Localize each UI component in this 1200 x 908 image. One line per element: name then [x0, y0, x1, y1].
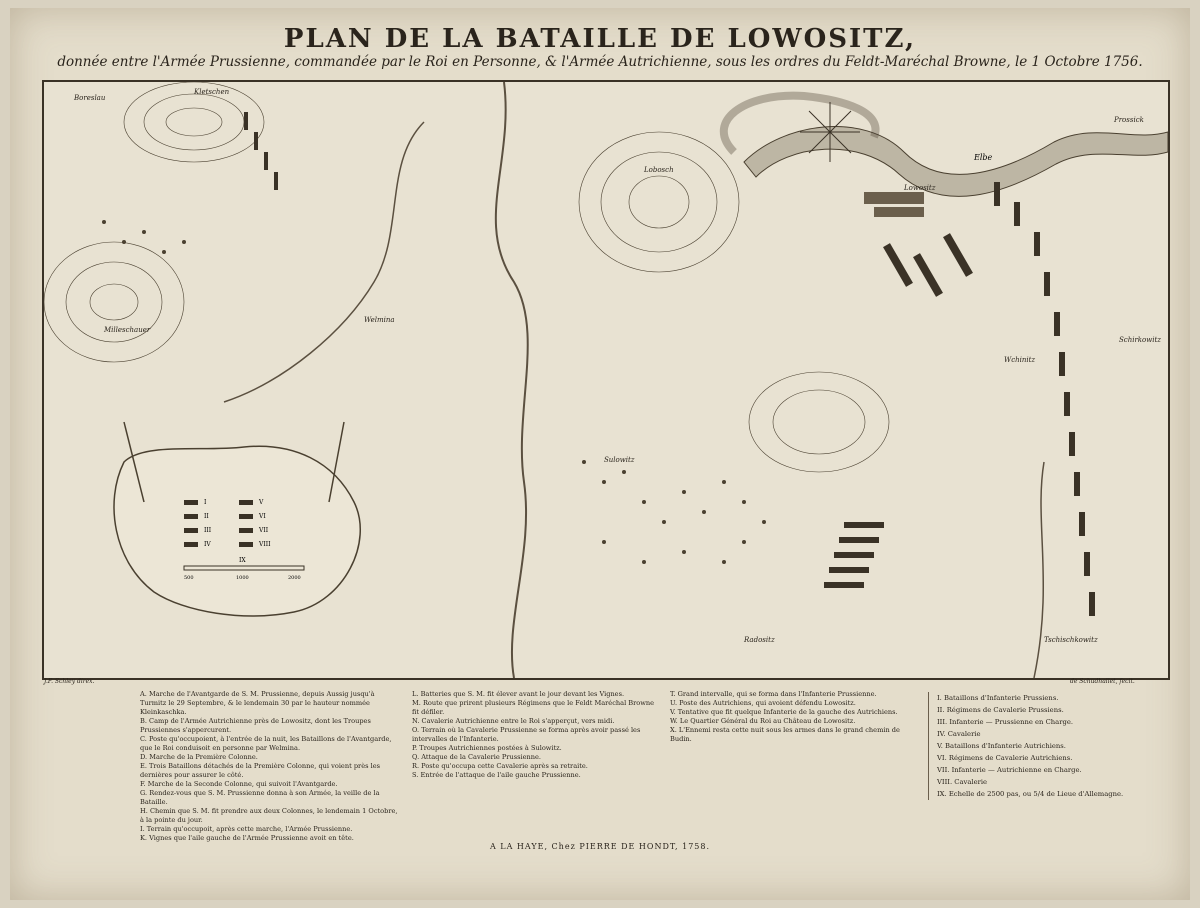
key-entry: VIII. Cavalerie: [937, 778, 988, 786]
legend-entry: W. Le Quartier Général du Roi au Château de Lowositz.: [670, 717, 856, 725]
scale-label: 2000: [288, 575, 301, 581]
scale-label: 1000: [236, 575, 249, 581]
legend-entry: M. Route que prirent plusieurs Régimens que le Feldt Maréchal Browne fit défiler.: [412, 699, 655, 716]
map-subtitle: donnée entre l'Armée Prussienne, commandée par le Roi en Personne, & l'Armée Autrichienne, sous les ordres du Feldt-Maréchal Browne, le 1 Octobre 1756.: [57, 54, 1143, 70]
legend-entry: C. Poste qu'occupoient, à l'entrée de la nuit, les Bataillons de l'Avantgarde, que le Roi conduisoit en personne par Welmina.: [140, 735, 392, 752]
legend-entry: Q. Attaque de la Cavalerie Prussienne.: [412, 753, 541, 761]
key-entry: V. Bataillons d'Infanterie Autrichiens.: [937, 742, 1066, 750]
place-label: Schirkowitz: [1119, 336, 1161, 344]
cartouche-label: II: [204, 513, 209, 520]
legend-column-1: [140, 690, 402, 843]
cartouche-label: III: [204, 527, 212, 534]
legend-entry: F. Marche de la Seconde Colonne, qui suivoit l'Avantgarde.: [140, 780, 338, 788]
austrian-lines: [883, 182, 1095, 616]
symbol-key: [928, 692, 1177, 800]
stream-model: [496, 82, 528, 678]
engraver-signature: J.F. Schley direx.: [44, 678, 95, 685]
legend-entry: A. Marche de l'Avantgarde de S. M. Prussienne, depuis Aussig jusqu'à Turmitz le 29 Septembre, & le lendemain 30 par le hauteur nommée Kleinkaschka.: [140, 690, 375, 716]
place-label: Boreslau: [74, 94, 106, 102]
cartouche-label: VI: [259, 513, 266, 520]
place-label: Welmina: [364, 316, 395, 324]
legend-entry: V. Tentative que fit quelque Infanterie de la gauche des Autrichiens.: [670, 708, 898, 716]
map-sheet: [10, 8, 1190, 900]
artist-signature: de Schudhallet, fecit.: [1070, 678, 1135, 685]
cartouche-label: VII: [259, 527, 269, 534]
elbe-river: [744, 127, 1168, 197]
cartouche-label: IV: [204, 541, 211, 548]
cartouche-label: IX: [239, 557, 246, 564]
legend-entry: X. L'Ennemi resta cette nuit sous les armes dans le grand chemin de Budin.: [670, 726, 900, 743]
town-lowositz: [864, 192, 924, 217]
stream-east: [1034, 462, 1044, 678]
legend-column-3: [670, 690, 918, 744]
legend-entry: K. Vignes que l'aile gauche de l'Armée Prussienne avoit en tête.: [140, 834, 354, 842]
key-entry: VI. Régimens de Cavalerie Autrichiens.: [937, 754, 1073, 762]
publisher-imprint: A LA HAYE, Chez PIERRE DE HONDT, 1758.: [489, 842, 711, 851]
legend-entry: U. Poste des Autrichiens, qui avoient défendu Lowositz.: [670, 699, 856, 707]
legend-cartouche: [114, 422, 360, 616]
stream-west: [224, 122, 424, 402]
legend-entry: B. Camp de l'Armée Autrichienne près de Lowositz, dont les Troupes Prussiennes s'appercurent.: [140, 717, 371, 734]
map-title: PLAN DE LA BATAILLE DE LOWOSITZ,: [283, 24, 917, 54]
legend-entry: L. Batteries que S. M. fit élever avant le jour devant les Vignes.: [412, 690, 625, 698]
legend-entry: I. Terrain qu'occupoit, après cette marche, l'Armée Prussienne.: [140, 825, 353, 833]
key-entry: IV. Cavalerie: [937, 730, 981, 738]
cartouche-label: V: [259, 499, 264, 506]
cartouche-label: I: [204, 499, 207, 506]
legend-entry: N. Cavalerie Autrichienne entre le Roi s'apperçut, vers midi.: [412, 717, 615, 725]
compass-rose: [800, 102, 860, 162]
place-label: Wchinitz: [1004, 356, 1036, 364]
key-entry: I. Bataillons d'Infanterie Prussiens.: [937, 694, 1059, 702]
legend-entry: D. Marche de la Première Colonne.: [140, 753, 258, 761]
legend-column-2: [412, 690, 662, 780]
river-label: Elbe: [974, 153, 993, 162]
legend-entry: T. Grand intervalle, qui se forma dans l'Infanterie Prussienne.: [670, 690, 877, 698]
legend-entry: P. Troupes Autrichiennes postées à Sulowitz.: [412, 744, 562, 752]
hill-lobosch: [579, 132, 739, 272]
place-label: Tschischkowitz: [1044, 636, 1098, 644]
place-label: Lobosch: [644, 166, 674, 174]
key-entry: VII. Infanterie — Autrichienne en Charge.: [937, 766, 1082, 774]
legend-entry: H. Chemin que S. M. fit prendre aux deux Colonnes, le lendemain 1 Octobre, à la pointe du jour.: [140, 807, 398, 824]
place-label: Kletschen: [194, 88, 230, 96]
legend-entry: G. Rendez-vous que S. M. Prussienne donna à son Armée, la veille de la Bataille.: [140, 789, 380, 806]
hill-radositz: [749, 372, 889, 472]
key-entry: IX. Echelle de 2500 pas, ou 5/4 de Lieue d'Allemagne.: [937, 790, 1124, 798]
place-label: Lowositz: [904, 184, 936, 192]
legend-entry: S. Entrée de l'attaque de l'aile gauche Prussienne.: [412, 771, 581, 779]
legend-entry: O. Terrain où la Cavalerie Prussienne se forma après avoir passé les intervalles de l'Infanterie.: [412, 726, 641, 743]
place-label: Sulowitz: [604, 456, 635, 464]
legend-entry: E. Trois Bataillons détachés de la Première Colonne, qui voient près les dernières pour assurer le côté.: [140, 762, 380, 779]
legend-entry: R. Poste qu'occupa cette Cavalerie après sa retraite.: [412, 762, 588, 770]
battle-map[interactable]: [42, 80, 1170, 680]
cartouche-label: VIII: [259, 541, 271, 548]
key-entry: II. Régimens de Cavalerie Prussiens.: [937, 706, 1064, 714]
scale-label: 500: [184, 575, 194, 581]
hill-milleschauer: [44, 242, 184, 362]
key-entry: III. Infanterie — Prussienne en Charge.: [937, 718, 1074, 726]
place-label: Radositz: [744, 636, 775, 644]
map-drawing: [44, 82, 1168, 678]
place-label: Milleschauer: [104, 326, 151, 334]
place-label: Prossick: [1114, 116, 1144, 124]
